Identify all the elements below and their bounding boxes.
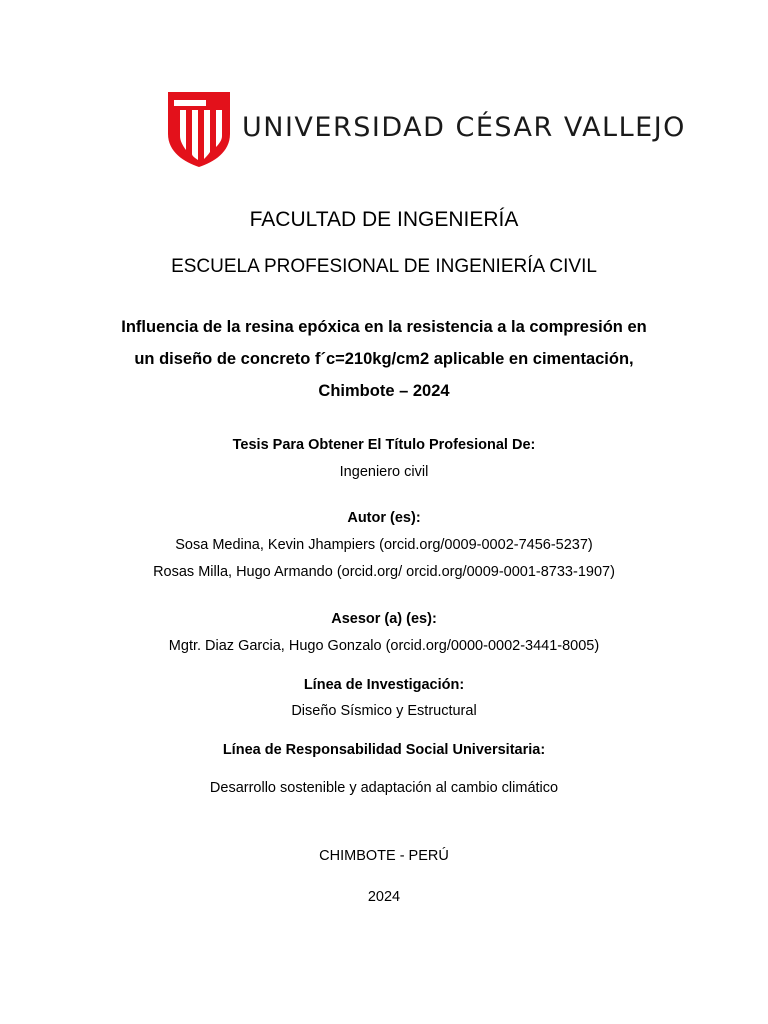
social-line-value: Desarrollo sostenible y adaptación al cambio climático	[209, 780, 559, 796]
author-1: Sosa Medina, Kevin Jhampiers (orcid.org/0009-0002-7456-5237)	[175, 537, 593, 553]
school-title: ESCUELA PROFESIONAL DE INGENIERÍA CIVIL	[171, 256, 597, 277]
faculty-title: FACULTAD DE INGENIERÍA	[249, 208, 519, 231]
year: 2024	[367, 889, 401, 905]
research-line-value: Diseño Sísmico y Estructural	[291, 703, 477, 719]
degree-label: Tesis Para Obtener El Título Profesional De:	[232, 437, 536, 453]
advisor-label: Asesor (a) (es):	[331, 611, 437, 627]
university-shield-icon	[166, 90, 232, 168]
advisor-value: Mgtr. Diaz Garcia, Hugo Gonzalo (orcid.org/0000-0002-3441-8005)	[168, 638, 600, 654]
university-logo	[166, 90, 686, 170]
author-2: Rosas Milla, Hugo Armando (orcid.org/ orcid.org/0009-0001-8733-1907)	[153, 564, 615, 580]
authors-label: Autor (es):	[347, 510, 421, 526]
thesis-title	[0, 311, 768, 407]
social-line-label: Línea de Responsabilidad Social Universitaria:	[222, 742, 546, 758]
thesis-title-line-1: Influencia de la resina epóxica en la resistencia a la compresión en	[121, 318, 647, 336]
place: CHIMBOTE - PERÚ	[319, 848, 449, 864]
degree-value: Ingeniero civil	[339, 464, 429, 480]
thesis-title-line-3: Chimbote – 2024	[318, 382, 450, 400]
research-line-label: Línea de Investigación:	[303, 677, 465, 693]
university-name: UNIVERSIDAD CÉSAR VALLEJO	[242, 112, 686, 143]
thesis-title-line-2: un diseño de concreto f´c=210kg/cm2 aplicable en cimentación,	[134, 350, 634, 368]
